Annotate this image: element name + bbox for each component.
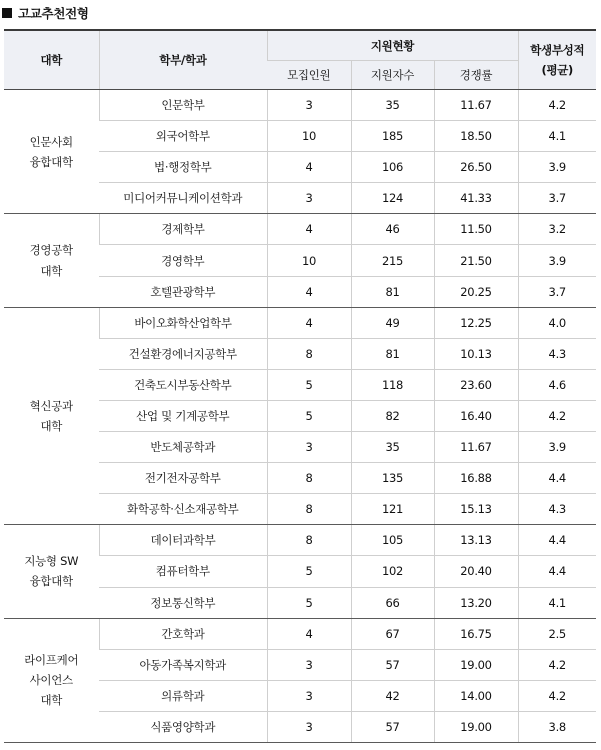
ratio-cell: 13.13 bbox=[434, 525, 518, 556]
applicants-cell: 35 bbox=[351, 432, 434, 463]
applicants-cell: 49 bbox=[351, 307, 434, 338]
recruit-cell: 3 bbox=[267, 711, 351, 742]
college-name-line: 대학 bbox=[40, 418, 63, 433]
recruit-cell: 3 bbox=[267, 183, 351, 214]
college-name-line: 인문사회 bbox=[29, 134, 73, 149]
applicants-cell: 35 bbox=[351, 90, 434, 121]
header-status-group: 지원현황 bbox=[267, 30, 518, 61]
college-name-line: 융합대학 bbox=[29, 154, 73, 169]
department-cell: 식품영양학과 bbox=[99, 711, 267, 742]
college-cell bbox=[4, 90, 99, 214]
applicants-cell: 102 bbox=[351, 556, 434, 587]
ratio-cell: 11.67 bbox=[434, 90, 518, 121]
applicants-cell: 57 bbox=[351, 649, 434, 680]
college-name-line: 대학 bbox=[40, 263, 63, 278]
recruit-cell: 5 bbox=[267, 587, 351, 618]
ratio-cell: 12.25 bbox=[434, 307, 518, 338]
applicants-cell: 215 bbox=[351, 245, 434, 276]
ratio-cell: 20.40 bbox=[434, 556, 518, 587]
header-college: 대학 bbox=[4, 30, 99, 90]
department-cell: 건축도시부동산학부 bbox=[99, 369, 267, 400]
applicants-cell: 81 bbox=[351, 276, 434, 307]
recruit-cell: 5 bbox=[267, 369, 351, 400]
applicants-cell: 57 bbox=[351, 711, 434, 742]
recruit-cell: 8 bbox=[267, 463, 351, 494]
department-cell: 경제학부 bbox=[99, 214, 267, 245]
table-header bbox=[4, 30, 596, 90]
recruit-cell: 8 bbox=[267, 525, 351, 556]
college-name-line: 사이언스 bbox=[29, 673, 73, 688]
grade-cell: 4.2 bbox=[518, 400, 596, 431]
recruit-cell: 10 bbox=[267, 245, 351, 276]
department-cell: 외국어학부 bbox=[99, 121, 267, 152]
applicants-cell: 46 bbox=[351, 214, 434, 245]
recruit-cell: 4 bbox=[267, 214, 351, 245]
grade-cell: 4.4 bbox=[518, 556, 596, 587]
grade-cell: 4.3 bbox=[518, 494, 596, 525]
recruit-cell: 4 bbox=[267, 152, 351, 183]
ratio-cell: 11.67 bbox=[434, 432, 518, 463]
department-cell: 미디어커뮤니케이션학과 bbox=[99, 183, 267, 214]
recruit-cell: 8 bbox=[267, 338, 351, 369]
department-cell: 바이오화학산업학부 bbox=[99, 307, 267, 338]
department-cell: 컴퓨터학부 bbox=[99, 556, 267, 587]
grade-cell: 3.7 bbox=[518, 276, 596, 307]
header-department: 학부/학과 bbox=[99, 30, 267, 90]
recruit-cell: 5 bbox=[267, 400, 351, 431]
ratio-cell: 11.50 bbox=[434, 214, 518, 245]
recruit-cell: 10 bbox=[267, 121, 351, 152]
applicants-cell: 106 bbox=[351, 152, 434, 183]
department-cell: 간호학과 bbox=[99, 618, 267, 649]
applicants-cell: 81 bbox=[351, 338, 434, 369]
recruit-cell: 4 bbox=[267, 618, 351, 649]
table-row bbox=[4, 214, 596, 245]
grade-cell: 3.7 bbox=[518, 183, 596, 214]
ratio-cell: 16.88 bbox=[434, 463, 518, 494]
applicants-cell: 118 bbox=[351, 369, 434, 400]
department-cell: 산업 및 기계공학부 bbox=[99, 400, 267, 431]
table-row bbox=[4, 307, 596, 338]
square-bullet-icon bbox=[2, 8, 12, 18]
table-row bbox=[4, 525, 596, 556]
college-name-line: 융합대학 bbox=[29, 574, 73, 589]
grade-cell: 3.9 bbox=[518, 152, 596, 183]
recruit-cell: 3 bbox=[267, 649, 351, 680]
table-body bbox=[4, 90, 596, 743]
grade-cell: 4.0 bbox=[518, 307, 596, 338]
college-name-line: 대학 bbox=[40, 693, 63, 708]
grade-cell: 3.9 bbox=[518, 245, 596, 276]
ratio-cell: 13.20 bbox=[434, 587, 518, 618]
recruit-cell: 8 bbox=[267, 494, 351, 525]
department-cell: 법·행정학부 bbox=[99, 152, 267, 183]
section-title bbox=[2, 2, 89, 24]
department-cell: 반도체공학과 bbox=[99, 432, 267, 463]
ratio-cell: 14.00 bbox=[434, 680, 518, 711]
header-grade bbox=[518, 30, 596, 90]
college-cell bbox=[4, 214, 99, 307]
college-name-line: 라이프케어 bbox=[24, 653, 79, 668]
applicants-cell: 135 bbox=[351, 463, 434, 494]
grade-cell: 3.9 bbox=[518, 432, 596, 463]
admission-table bbox=[4, 29, 596, 743]
table-row bbox=[4, 618, 596, 649]
department-cell: 데이터과학부 bbox=[99, 525, 267, 556]
college-cell bbox=[4, 618, 99, 742]
recruit-cell: 3 bbox=[267, 90, 351, 121]
ratio-cell: 18.50 bbox=[434, 121, 518, 152]
ratio-cell: 15.13 bbox=[434, 494, 518, 525]
recruit-cell: 4 bbox=[267, 276, 351, 307]
applicants-cell: 121 bbox=[351, 494, 434, 525]
header-recruit: 모집인원 bbox=[267, 61, 351, 90]
grade-cell: 4.4 bbox=[518, 463, 596, 494]
recruit-cell: 4 bbox=[267, 307, 351, 338]
applicants-cell: 66 bbox=[351, 587, 434, 618]
grade-cell: 4.1 bbox=[518, 587, 596, 618]
recruit-cell: 3 bbox=[267, 432, 351, 463]
applicants-cell: 67 bbox=[351, 618, 434, 649]
ratio-cell: 41.33 bbox=[434, 183, 518, 214]
ratio-cell: 20.25 bbox=[434, 276, 518, 307]
applicants-cell: 124 bbox=[351, 183, 434, 214]
header-applicants: 지원자수 bbox=[351, 61, 434, 90]
recruit-cell: 5 bbox=[267, 556, 351, 587]
grade-cell: 4.6 bbox=[518, 369, 596, 400]
ratio-cell: 19.00 bbox=[434, 649, 518, 680]
ratio-cell: 21.50 bbox=[434, 245, 518, 276]
applicants-cell: 185 bbox=[351, 121, 434, 152]
grade-cell: 4.2 bbox=[518, 649, 596, 680]
grade-cell: 3.2 bbox=[518, 214, 596, 245]
applicants-cell: 82 bbox=[351, 400, 434, 431]
ratio-cell: 23.60 bbox=[434, 369, 518, 400]
table-row bbox=[4, 90, 596, 121]
ratio-cell: 26.50 bbox=[434, 152, 518, 183]
ratio-cell: 10.13 bbox=[434, 338, 518, 369]
grade-cell: 3.8 bbox=[518, 711, 596, 742]
header-grade-line2: (평균) bbox=[541, 63, 574, 77]
recruit-cell: 3 bbox=[267, 680, 351, 711]
department-cell: 화학공학·신소재공학부 bbox=[99, 494, 267, 525]
header-ratio: 경쟁률 bbox=[434, 61, 518, 90]
department-cell: 의류학과 bbox=[99, 680, 267, 711]
department-cell: 정보통신학부 bbox=[99, 587, 267, 618]
department-cell: 전기전자공학부 bbox=[99, 463, 267, 494]
ratio-cell: 19.00 bbox=[434, 711, 518, 742]
applicants-cell: 42 bbox=[351, 680, 434, 711]
department-cell: 건설환경에너지공학부 bbox=[99, 338, 267, 369]
grade-cell: 2.5 bbox=[518, 618, 596, 649]
applicants-cell: 105 bbox=[351, 525, 434, 556]
ratio-cell: 16.75 bbox=[434, 618, 518, 649]
college-name-line: 경영공학 bbox=[29, 243, 73, 258]
department-cell: 아동가족복지학과 bbox=[99, 649, 267, 680]
section-title-text: 고교추천전형 bbox=[18, 6, 89, 21]
grade-cell: 4.3 bbox=[518, 338, 596, 369]
grade-cell: 4.2 bbox=[518, 680, 596, 711]
ratio-cell: 16.40 bbox=[434, 400, 518, 431]
college-cell bbox=[4, 525, 99, 618]
grade-cell: 4.2 bbox=[518, 90, 596, 121]
grade-cell: 4.4 bbox=[518, 525, 596, 556]
department-cell: 인문학부 bbox=[99, 90, 267, 121]
college-cell bbox=[4, 307, 99, 525]
grade-cell: 4.1 bbox=[518, 121, 596, 152]
college-name-line: 지능형 SW bbox=[24, 554, 79, 569]
college-name-line: 혁신공과 bbox=[29, 398, 73, 413]
department-cell: 호텔관광학부 bbox=[99, 276, 267, 307]
department-cell: 경영학부 bbox=[99, 245, 267, 276]
header-grade-line1: 학생부성적 bbox=[530, 43, 585, 57]
